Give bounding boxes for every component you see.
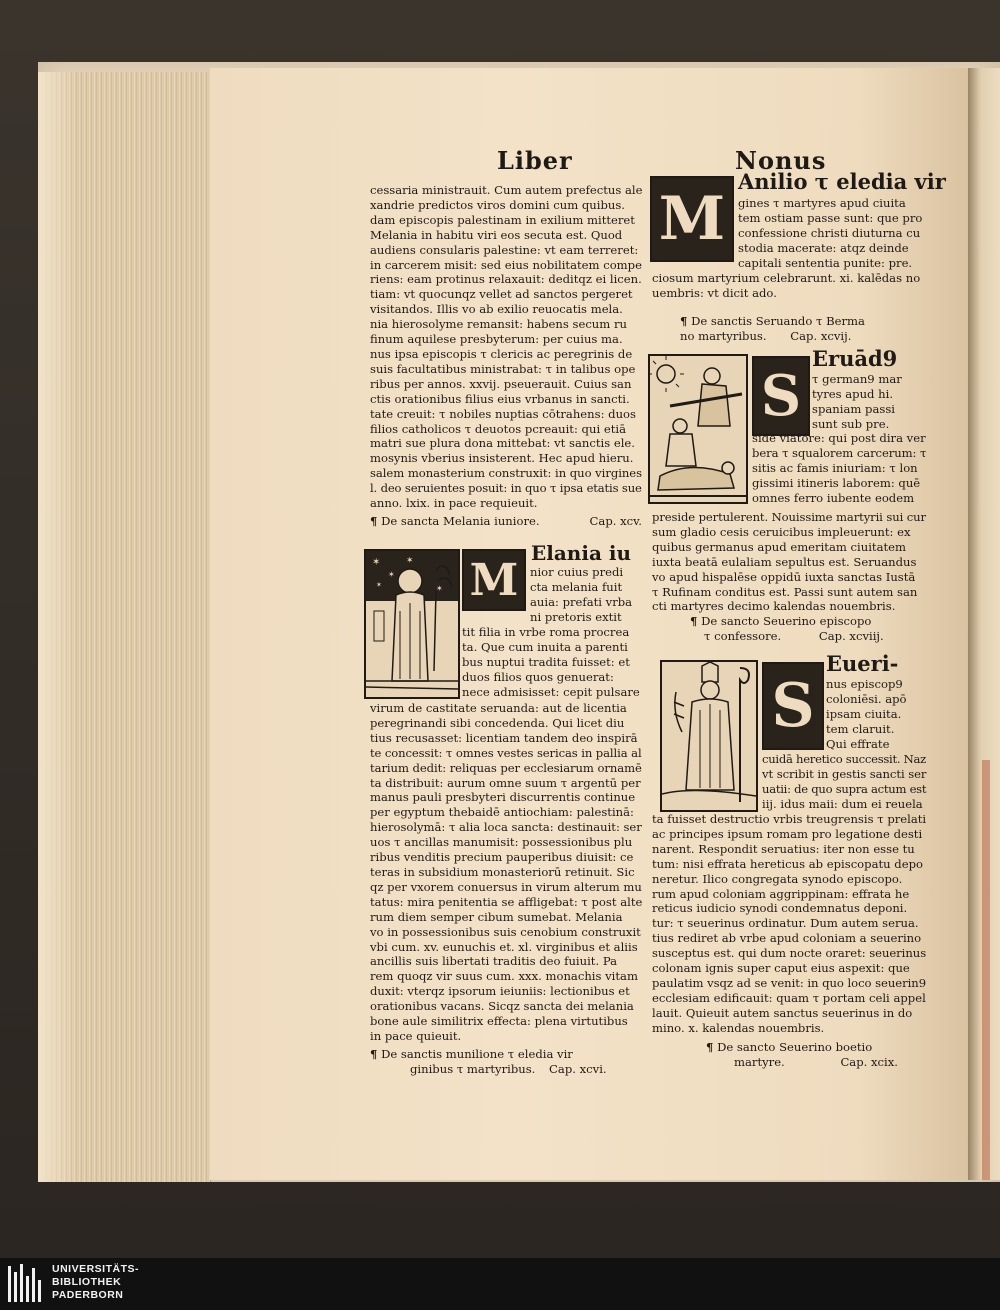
pilcrow-icon: ¶ xyxy=(680,314,688,328)
text-line: nia hierosolyme remansit: habens secum ru xyxy=(370,317,627,332)
text-line: dam episcopis palestinam in exilium mitteret xyxy=(370,212,635,227)
drop-word: Eruād9 xyxy=(812,346,898,371)
text-line: gines τ martyres apud ciuita xyxy=(738,196,906,210)
text-line: sum gladio cesis ceruicibus impleuerunt: ex xyxy=(652,524,911,539)
svg-text:✶: ✶ xyxy=(436,584,443,593)
text-line: ecclesiam edificauit: quam τ portam celi appel xyxy=(652,990,926,1005)
text-line: in pace quieuit. xyxy=(370,1028,462,1043)
text-line: bus nuptui tradita fuisset: et xyxy=(462,654,630,669)
drop-word: Anilio τ eledia vir xyxy=(738,169,946,194)
text-line: preside pertulerent. Nouissime martyrii sui cur xyxy=(652,510,926,524)
text-line: duxit: vterqz ipsorum ieiuniis: lectionibus et xyxy=(370,984,630,999)
rubric-servandus xyxy=(680,314,926,344)
text-line: bera τ squalorem carcerum: τ xyxy=(752,445,927,460)
pilcrow-icon: ¶ xyxy=(370,514,378,528)
text-line: anno. lxix. in pace requieuit. xyxy=(370,496,538,511)
text-line: riens: eam protinus relaxauit: deditqz ei licen. xyxy=(370,272,642,287)
text-line: rem quoqz vir suus cum. xxx. monachis vitam xyxy=(370,969,638,984)
text-line: ipsam ciuita. xyxy=(826,706,902,721)
text-line: omnes ferro iubente eodem xyxy=(752,490,915,505)
chapter-number: Cap. xcv. xyxy=(589,514,642,528)
rubric-text: De sancto Seuerino boetio xyxy=(717,1040,873,1054)
text-line: cti martyres decimo kalendas nouembris. xyxy=(652,599,896,614)
text-line: te concessit: τ omnes vestes sericas in pallia al xyxy=(370,745,642,760)
text-line: nus episcop9 xyxy=(826,677,903,691)
rubric-melania xyxy=(370,514,642,529)
text-line: reticus iudicio synodi condemnatus deponi. xyxy=(652,901,908,916)
library-line-3: PADERBORN xyxy=(52,1289,124,1301)
text-line: auia: prefati vrba xyxy=(530,594,633,609)
text-line: rum diem semper cibum sumebat. Melania xyxy=(370,909,623,924)
text-line: spaniam passi xyxy=(812,401,895,416)
text-line: bone aule similitrix effecta: plena virtutibus xyxy=(370,1014,628,1029)
drop-word: Eueri- xyxy=(826,651,899,676)
text-line: uembris: vt dicit ado. xyxy=(652,285,777,300)
rubric-severinus-boetius xyxy=(706,1040,926,1070)
text-line: susceptus est. qui dum nocte oraret: seuerinus xyxy=(652,946,927,961)
chapter-number: Cap. xcviij. xyxy=(818,628,884,643)
text-line: neretur. Ilico congregata synodo episcopo. xyxy=(652,871,903,886)
rubric-severinus xyxy=(690,614,926,644)
text-line: l. deo seruientes posuit: in quo τ ipsa etatis sue xyxy=(370,481,642,496)
text-line: paulatim vsqz ad se venit: in quo loco seuerin9 xyxy=(652,975,927,990)
right-column-text-2 xyxy=(652,510,926,614)
rubric-text: De sanctis Seruando τ Berma xyxy=(691,314,865,328)
text-line: lauit. Quieuit autem sanctus seuerinus in do xyxy=(652,1005,913,1020)
svg-text:✶: ✶ xyxy=(406,556,414,566)
text-line: narent. Respondit seruatius: iter non esse tu xyxy=(652,841,915,856)
rubric-text-2: no martyribus. xyxy=(680,328,767,343)
text-line: cta melania fuit xyxy=(530,579,623,594)
saint-figure-icon xyxy=(366,551,458,697)
library-line-1: UNIVERSITÄTS- xyxy=(52,1263,140,1275)
text-line: teras in subsidium monasteriorū retinuit. Sic xyxy=(370,864,635,879)
text-line: tit filia in vrbe roma procrea xyxy=(462,625,630,639)
pilcrow-icon: ¶ xyxy=(690,614,698,628)
text-line: gissimi itineris laborem: quē xyxy=(752,475,921,490)
text-line: ctis orationibus filius eius vrbanus in sancti. xyxy=(370,391,630,406)
initial-m-munilio: M xyxy=(650,176,734,262)
text-line: xandrie predictos viros domini cum quibus. xyxy=(370,197,625,212)
edge-shade xyxy=(38,72,78,1182)
text-line: tum: nisi effrata hereticus ab episcopatu depo xyxy=(652,856,923,871)
text-line: Qui effrate xyxy=(826,736,890,751)
rubric-text: De sancto Seuerino episcopo xyxy=(701,614,872,628)
text-line: manus pauli presbyteri discurrentis continue xyxy=(370,790,636,805)
text-line: vt scribit in gestis sancti ser xyxy=(762,766,927,781)
text-line: iij. idus maii: dum ei reuela xyxy=(762,796,923,811)
text-line: tate creuit: τ nobiles nuptias cōtrahens: duos xyxy=(370,406,636,421)
text-beside-woodcut xyxy=(762,752,926,812)
text-line: rum apud coloniam aggrippinam: effrata he xyxy=(652,886,910,901)
initial-s-servandus: S xyxy=(752,356,810,436)
text-line: colonam ignis super caput eius aspexit: que xyxy=(652,961,910,976)
text-line: salem monasterium construxit: in quo virgines xyxy=(370,466,643,481)
text-line: vo in possessionibus suis cenobium construxit xyxy=(370,924,641,939)
text-line: iuxta beatā eulaliam sepultus est. Seruandus xyxy=(652,554,917,569)
bishop-woodcut xyxy=(660,660,758,812)
text-line: visitandos. Illis vo ab exilio reuocatis mela. xyxy=(370,302,623,317)
svg-text:✶: ✶ xyxy=(388,570,395,579)
text-line: suis facultatibus ministrabat: τ in talibus ope xyxy=(370,361,636,376)
text-beside-woodcut xyxy=(752,431,926,506)
text-line: ta. Que cum inuita a parenti xyxy=(462,639,628,654)
text-line: tiam: vt quocunqz vellet ad sanctos pergeret xyxy=(370,287,633,302)
rubric-text-2: ginibus τ martyribus. xyxy=(410,1061,536,1076)
text-line: peregrinandi sibi concedenda. Qui licet diu xyxy=(370,715,625,730)
chapter-number: Cap. xcix. xyxy=(840,1054,898,1069)
text-line: ciosum martyrium celebrarunt. xi. kalēdas no xyxy=(652,271,921,285)
text-line: ta distribuit: aurum omne suum τ argentū per xyxy=(370,775,641,790)
text-line: vo apud hispalēse oppidū iuxta sanctas Iustā xyxy=(652,569,916,584)
pilcrow-icon: ¶ xyxy=(370,1047,378,1061)
library-name xyxy=(52,1263,139,1302)
chapter-number: Cap. xcvij. xyxy=(790,328,852,343)
saint-melania-woodcut xyxy=(364,549,460,699)
library-line-2: BIBLIOTHEK xyxy=(52,1276,122,1288)
library-footer xyxy=(0,1258,1000,1310)
text-line: mino. x. kalendas nouembris. xyxy=(652,1020,825,1035)
text-line: ribus per annos. xxvij. pseuerauit. Cuius san xyxy=(370,376,632,391)
chapter-number: Cap. xcvi. xyxy=(549,1061,607,1076)
text-line: nus ipsa episcopis τ clericis ac peregrinis de xyxy=(370,346,633,361)
text-line: per egyptum thebaidē antiochiam: palestinā: xyxy=(370,805,634,820)
drop-word: Elania iu xyxy=(531,541,631,565)
left-column-body xyxy=(370,701,642,1044)
red-edge xyxy=(982,760,990,1180)
text-line: finum aquilese presbyterum: per cuius ma. xyxy=(370,332,623,347)
text-line: tius rediret ab vrbe apud coloniam a seuerino xyxy=(652,931,922,946)
right-column-text-1 xyxy=(652,271,926,301)
text-line: τ Rufinam conditus est. Passi sunt autem san xyxy=(652,584,918,599)
left-column-top xyxy=(370,183,642,511)
text-beside-initial xyxy=(530,565,642,625)
text-line: coloniēsi. apō xyxy=(826,691,907,706)
martyrdom-woodcut xyxy=(648,354,748,504)
text-line: capitali sententia punite: pre. xyxy=(738,255,913,270)
text-line: vbi cum. xv. eunuchis et. xl. virginibus et aliis xyxy=(370,939,638,954)
rubric-text: De sancta Melania iuniore. xyxy=(381,514,540,528)
martyrdom-scene-icon xyxy=(650,356,746,502)
text-line: mosynis vberius insisterent. Hec apud hieru. xyxy=(370,451,634,466)
svg-text:✶: ✶ xyxy=(372,557,381,568)
text-line: hierosolymā: τ alia loca sancta: destinauit: ser xyxy=(370,820,642,835)
text-line: duos filios quos genuerat: xyxy=(462,669,614,684)
text-line: sitis ac famis iniuriam: τ lon xyxy=(752,460,918,475)
text-line: tyres apud hi. xyxy=(812,386,894,401)
pilcrow-icon: ¶ xyxy=(706,1040,714,1054)
running-head-right: Nonus xyxy=(735,146,827,175)
rubric-munilio xyxy=(370,1047,642,1077)
text-line: tem ostiam passe sunt: que pro xyxy=(738,210,923,225)
text-beside-initial xyxy=(738,196,926,271)
rubric-text: De sanctis munilione τ eledia vir xyxy=(381,1047,573,1061)
text-line: matri sue plura dona mittebat: vt sanctis ele. xyxy=(370,436,635,451)
text-line: tarium dedit: reliquas per ecclesiarum ornamē xyxy=(370,760,642,775)
text-line: filios catholicos τ deuotos pcreauit: qui etiā xyxy=(370,421,626,436)
text-line: ancillis suis libertati traditis deo fuiuit. Pa xyxy=(370,954,618,969)
running-head-left: Liber xyxy=(497,146,573,175)
text-beside-woodcut xyxy=(462,625,642,700)
text-line: tatus: mira penitentia se affligebat: τ post alte xyxy=(370,894,643,909)
initial-m-melania: M xyxy=(462,549,526,611)
text-line: τ german9 mar xyxy=(812,372,902,386)
svg-text:✶: ✶ xyxy=(376,581,382,589)
text-line: side viatore: qui post dira ver xyxy=(752,431,926,445)
text-line: nior cuius predi xyxy=(530,565,624,579)
text-line: Melania in habitu viri eos secuta est. Quod xyxy=(370,227,623,242)
text-line: ac principes ipsum romam pro legatione desti xyxy=(652,826,923,841)
text-beside-initial xyxy=(826,677,926,752)
text-line: orationibus vacans. Sicqz sancta dei melania xyxy=(370,999,634,1014)
text-line: confessione christi diuturna cu xyxy=(738,225,921,240)
text-line: audiens consularis palestine: vt eam terreret: xyxy=(370,242,639,257)
text-line: nece admisisset: cepit pulsare xyxy=(462,684,640,699)
text-line: stodia macerate: atqz deinde xyxy=(738,240,909,255)
library-logo-icon xyxy=(6,1262,46,1306)
right-column-text-3 xyxy=(652,812,926,1036)
text-line: ta fuisset destructio vrbis treugrensis τ prelati xyxy=(652,812,927,826)
text-line: tur: τ seuerinus ordinatur. Dum autem serua. xyxy=(652,916,919,931)
text-line: quibus germanus apud emeritam ciuitatem xyxy=(652,539,907,554)
text-line: tem claruit. xyxy=(826,721,895,736)
text-line: tius recusasset: licentiam tandem deo inspirā xyxy=(370,730,638,745)
bishop-figure-icon xyxy=(662,662,756,810)
text-line: ribus venditis precium pauperibus diuisit: ce xyxy=(370,850,634,865)
text-line: cuidā heretico successit. Naz xyxy=(762,752,927,766)
initial-s-severinus: S xyxy=(762,662,824,750)
rubric-text-2: τ confessore. xyxy=(704,628,782,643)
rubric-text-2: martyre. xyxy=(734,1054,785,1069)
text-line: uatii: de quo supra actum est xyxy=(762,781,927,796)
text-line: sunt sub pre. xyxy=(812,416,890,431)
text-beside-initial xyxy=(812,372,926,432)
text-line: cessaria ministrauit. Cum autem prefectus ale xyxy=(370,183,643,197)
text-line: in carcerem misit: sed eius nobilitatem compe xyxy=(370,257,642,272)
text-line: uos τ ancillas manumisit: possessionibus plu xyxy=(370,835,633,850)
text-line: qz per vxorem conuersus in virum alterum mu xyxy=(370,879,642,894)
text-line: ni pretoris extit xyxy=(530,609,622,624)
text-line: virum de castitate seruanda: aut de licentia xyxy=(370,701,627,715)
